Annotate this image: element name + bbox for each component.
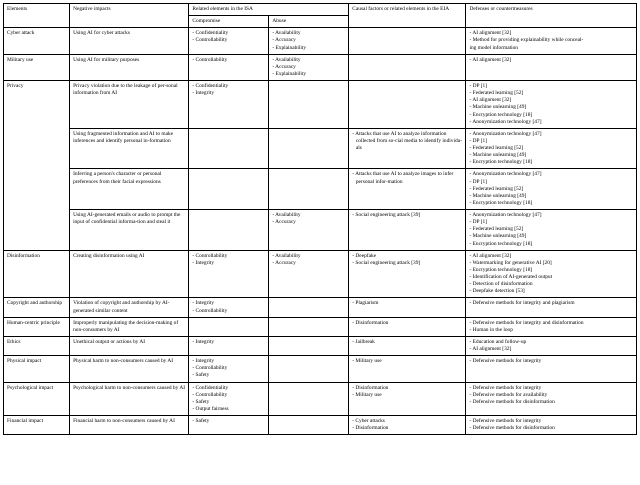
cell-causal (349, 416, 466, 435)
cell-causal-line: - Plagiarism (352, 300, 379, 307)
cell-countermeasures-line: - Defensive methods for integrity and plagiarism (469, 300, 575, 307)
cell-compromise-line: - Controllability (192, 37, 228, 44)
header-abuse: Abuse (269, 16, 349, 28)
cell-element: Physical impact (4, 356, 70, 382)
cell-compromise-line: - Safety (192, 372, 210, 379)
cell-countermeasures-line: - Encryption technology [18] (469, 240, 533, 247)
cell-causal-line: - Social engineering attack [39] (352, 259, 421, 266)
header-row-1 (4, 4, 637, 16)
table-header (4, 4, 637, 28)
cell-causal-line: - Attacks that use AI to analyze information collected from so-cial media to identify individu-als (352, 130, 463, 151)
cell-countermeasures-line: - AI alignment [32] (469, 252, 512, 259)
cell-countermeasures-line: - Encryption technology [18] (469, 159, 533, 166)
cell-compromise-line: - Controllability (192, 56, 228, 63)
cell-causal-line: - Disinformation (352, 425, 389, 432)
cell-countermeasures-line: - Defensive methods for integrity (469, 384, 542, 391)
table-row (4, 128, 637, 169)
cell-causal (349, 54, 466, 80)
cell-countermeasures-line: - DP [1] (469, 137, 487, 144)
cell-compromise (189, 128, 269, 169)
cell-countermeasures (466, 250, 637, 298)
cell-abuse-line: - Explainability (272, 70, 307, 77)
cell-countermeasures-line: - Machine unlearning [49] (469, 233, 527, 240)
cell-negative-impact: Inferring a person's character or personal preferences from their facial expressions (70, 169, 189, 210)
cell-countermeasures-line: - AI alignment [32] (469, 30, 512, 37)
cell-countermeasures-line: - Machine unlearning [49] (469, 152, 527, 159)
cell-compromise-line: - Integrity (192, 338, 215, 345)
table-row (4, 336, 637, 355)
header-compromise: Compromise (189, 16, 269, 28)
cell-compromise-line: - Confidentiality (192, 83, 229, 89)
cell-negative-impact: Unethical output or actions by AI (70, 336, 189, 355)
cell-compromise (189, 416, 269, 435)
cell-compromise-line: - Output fairness (192, 405, 229, 412)
cell-element: Human-centric principle (4, 317, 70, 336)
cell-compromise-line: - Integrity (192, 358, 215, 365)
cell-countermeasures-line: - Anonymization technology [47] (469, 212, 542, 218)
cell-element: Psychological impact (4, 382, 70, 416)
cell-causal (349, 382, 466, 416)
cell-compromise (189, 81, 269, 129)
cell-negative-impact: Privacy violation due to the leakage of per-sonal information from AI (70, 81, 189, 129)
cell-causal-line: - Jailbreak (352, 338, 375, 345)
cell-abuse (269, 382, 349, 416)
cell-abuse-line: - Accuracy (272, 259, 296, 266)
cell-compromise-line: - Safety (192, 398, 210, 405)
cell-compromise-line: - Integrity (192, 259, 215, 266)
cell-causal (349, 336, 466, 355)
cell-compromise-line: - Confidentiality (192, 384, 229, 391)
cell-causal-line: - Disinformation (352, 384, 389, 391)
table-row (4, 54, 637, 80)
cell-countermeasures-line: - Defensive methods for disinformation (469, 425, 555, 432)
cell-countermeasures-line: - Encryption technology [18] (469, 266, 533, 273)
header-related-isa: Related elements in the ISA (189, 4, 349, 16)
cell-countermeasures-line: - Detection of disinformation (469, 281, 533, 288)
cell-countermeasures-line: - Deepfake detection [53] (469, 288, 525, 295)
cell-abuse-line: - Accuracy (272, 219, 296, 226)
cell-abuse-line: - Availability (272, 56, 301, 63)
cell-compromise (189, 382, 269, 416)
cell-causal (349, 298, 466, 317)
cell-element: Copyright and authorship (4, 298, 70, 317)
cell-causal-line: - Attacks that use AI to analyze images to infer personal infor-mation (352, 171, 454, 185)
cell-countermeasures (466, 382, 637, 416)
cell-countermeasures-line: - Federated learning [52] (469, 226, 524, 233)
cell-countermeasures-line: - Method for providing explainability while conceal- (469, 37, 584, 44)
cell-countermeasures-line: - Machine unlearning [49] (469, 104, 527, 111)
impacts-table (3, 3, 637, 435)
cell-countermeasures-line: - DP [1] (469, 83, 487, 89)
cell-countermeasures-line: - Federated learning [52] (469, 145, 524, 151)
cell-causal-line: - Deepfake (352, 252, 377, 259)
cell-causal (349, 28, 466, 54)
cell-countermeasures (466, 336, 637, 355)
cell-countermeasures-line: - Defensive methods for integrity (469, 358, 542, 365)
table-row (4, 356, 637, 382)
cell-countermeasures-line: - Watermarking for generative AI [20] (469, 259, 552, 266)
cell-compromise-line: - Integrity (192, 300, 215, 307)
cell-abuse-line: - Accuracy (272, 63, 296, 70)
cell-compromise-line: - Integrity (192, 90, 215, 97)
cell-countermeasures (466, 356, 637, 382)
cell-countermeasures-line: - Machine unlearning [49] (469, 192, 527, 199)
cell-compromise (189, 317, 269, 336)
table-row (4, 250, 637, 298)
cell-abuse-line: - Explainability (272, 44, 307, 51)
cell-countermeasures-line: - Defensive methods for availability (469, 391, 548, 398)
cell-countermeasures-line: - Defensive methods for integrity and disinformation (469, 319, 584, 326)
table-row (4, 298, 637, 317)
cell-countermeasures (466, 317, 637, 336)
cell-element: Disinformation (4, 250, 70, 298)
table-row (4, 382, 637, 416)
cell-causal (349, 356, 466, 382)
cell-compromise-line: - Controllability (192, 252, 228, 259)
cell-negative-impact: Using AI-generated emails or audio to prompt the input of confidential informa-tion and steal it (70, 210, 189, 251)
table-row (4, 169, 637, 210)
cell-countermeasures-line: - DP [1] (469, 219, 487, 226)
cell-countermeasures (466, 210, 637, 251)
cell-causal-line: - Military use (352, 391, 382, 398)
cell-countermeasures-line: - Encryption technology [18] (469, 199, 533, 206)
cell-countermeasures-line: - Anonymization technology [47] (469, 171, 542, 178)
cell-abuse (269, 317, 349, 336)
cell-element: Financial impact (4, 416, 70, 435)
cell-countermeasures (466, 81, 637, 129)
cell-element: Cyber attack (4, 28, 70, 54)
cell-compromise-line: - Controllability (192, 365, 228, 372)
cell-countermeasures (466, 128, 637, 169)
cell-compromise (189, 356, 269, 382)
cell-compromise-line: - Safety (192, 418, 210, 424)
cell-compromise-line: - Controllability (192, 307, 228, 314)
cell-abuse (269, 28, 349, 54)
cell-countermeasures-line: - DP [1] (469, 178, 487, 185)
header-elements: Elements (4, 4, 70, 28)
cell-countermeasures-line: - AI alignment [32] (469, 346, 512, 352)
cell-countermeasures-line: - Identification of AI-generated output (469, 274, 553, 280)
cell-countermeasures (466, 169, 637, 210)
cell-compromise (189, 169, 269, 210)
cell-compromise-line: - Controllability (192, 391, 228, 398)
cell-countermeasures-line: - Federated learning [52] (469, 90, 524, 97)
cell-abuse-line: - Accuracy (272, 37, 296, 44)
cell-abuse (269, 128, 349, 169)
cell-abuse (269, 298, 349, 317)
cell-countermeasures-line: - Defensive methods for disinformation (469, 398, 555, 405)
cell-compromise (189, 210, 269, 251)
table-row (4, 81, 637, 129)
cell-countermeasures-line: - AI alignment [32] (469, 56, 512, 63)
cell-abuse (269, 81, 349, 129)
cell-compromise (189, 54, 269, 80)
cell-element: Ethics (4, 336, 70, 355)
cell-countermeasures-line: - Encryption technology [18] (469, 111, 533, 118)
cell-causal-line: - Disinformation (352, 319, 389, 326)
cell-compromise (189, 28, 269, 54)
cell-countermeasures (466, 54, 637, 80)
cell-countermeasures-line: - AI alignment [32] (469, 97, 512, 104)
cell-abuse (269, 250, 349, 298)
table-body (4, 28, 637, 435)
cell-causal-line: - Military use (352, 358, 382, 365)
cell-countermeasures-line: ing model information (469, 44, 518, 51)
cell-abuse-line: - Availability (272, 252, 301, 259)
cell-countermeasures-line: - Human in the loop (469, 326, 513, 333)
cell-abuse (269, 356, 349, 382)
cell-abuse-line: - Availability (272, 30, 301, 37)
table-row (4, 317, 637, 336)
cell-countermeasures-line: - Defensive methods for integrity (469, 418, 542, 424)
cell-countermeasures-line: - Anonymization technology [47] (469, 130, 542, 137)
cell-causal (349, 81, 466, 129)
cell-countermeasures (466, 298, 637, 317)
cell-negative-impact: Improperly manipulating the decision-making of non-consumers by AI (70, 317, 189, 336)
cell-compromise-line: - Confidentiality (192, 30, 229, 37)
cell-causal-line: - Cyber attacks (352, 418, 385, 424)
cell-compromise (189, 336, 269, 355)
cell-causal (349, 128, 466, 169)
cell-abuse (269, 169, 349, 210)
cell-negative-impact: Using fragmented information and AI to make inferences and identify personal in-formation (70, 128, 189, 169)
cell-countermeasures-line: - Anonymization technology [47] (469, 118, 542, 125)
header-negative-impacts: Negative impacts (70, 4, 189, 28)
cell-element: Privacy (4, 81, 70, 251)
header-countermeasures: Defenses or countermeasures (466, 4, 637, 28)
cell-countermeasures (466, 28, 637, 54)
cell-negative-impact: Psychological harm to non-consumers caused by AI (70, 382, 189, 416)
cell-negative-impact: Violation of copyright and authorship by AI-generated similar content (70, 298, 189, 317)
table-row (4, 210, 637, 251)
cell-negative-impact: Creating disinformation using AI (70, 250, 189, 298)
cell-causal (349, 250, 466, 298)
cell-causal (349, 210, 466, 251)
cell-compromise (189, 298, 269, 317)
table-row (4, 28, 637, 54)
cell-negative-impact: Financial harm to non-consumers caused by AI (70, 416, 189, 435)
cell-countermeasures-line: - Federated learning [52] (469, 185, 524, 192)
cell-causal (349, 317, 466, 336)
cell-countermeasures (466, 416, 637, 435)
cell-countermeasures-line: - Education and follow-up (469, 338, 527, 345)
cell-negative-impact: Physical harm to non-consumers caused by AI (70, 356, 189, 382)
table-row (4, 416, 637, 435)
cell-abuse-line: - Availability (272, 212, 301, 218)
header-causal-factors: Causal factors or related elements in the EIA (349, 4, 466, 28)
cell-abuse (269, 54, 349, 80)
cell-negative-impact: Using AI for cyber attacks (70, 28, 189, 54)
cell-abuse (269, 416, 349, 435)
cell-abuse (269, 210, 349, 251)
cell-causal (349, 169, 466, 210)
cell-abuse (269, 336, 349, 355)
cell-negative-impact: Using AI for military purposes (70, 54, 189, 80)
cell-element: Military use (4, 54, 70, 80)
cell-compromise (189, 250, 269, 298)
cell-causal-line: - Social engineering attack [39] (352, 212, 421, 218)
